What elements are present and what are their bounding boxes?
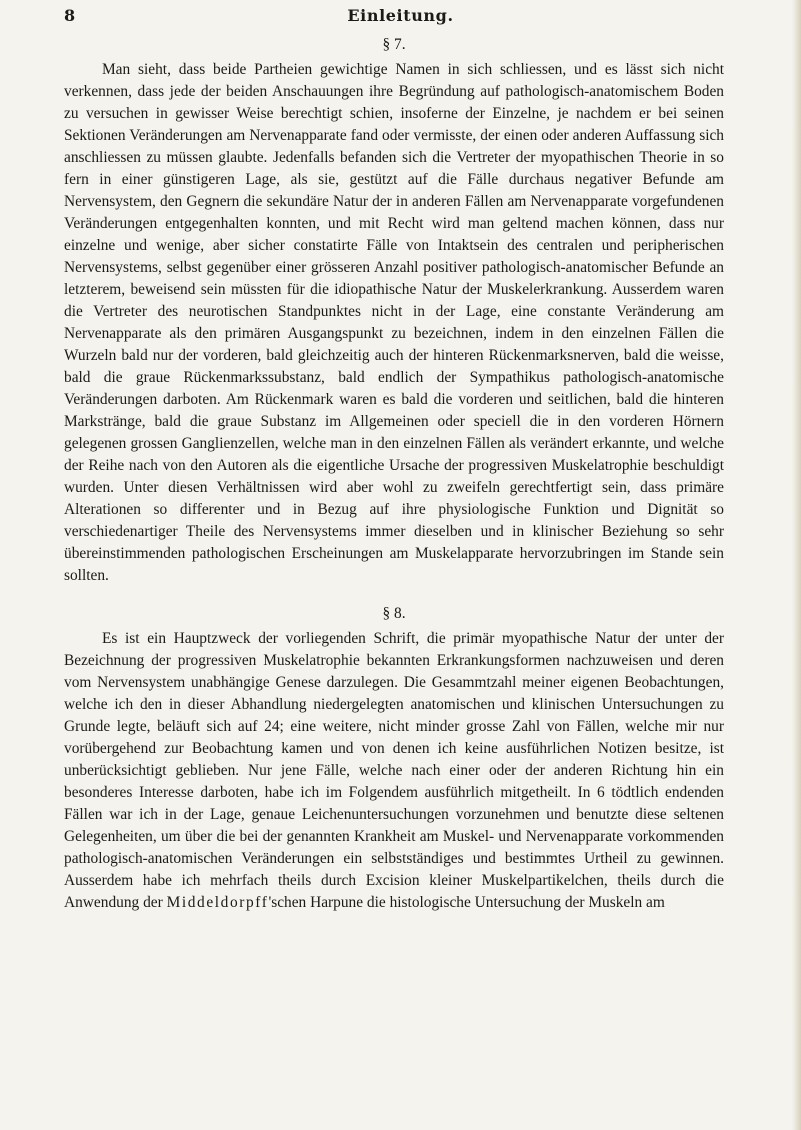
spaced-author-name: Middeldorpff (166, 894, 269, 911)
running-title: Einleitung. (347, 6, 454, 25)
page-edge-shadow (792, 0, 801, 1130)
paragraph-section-7: Man sieht, dass beide Partheien gewichtige Namen in sich schliessen, und es lässt sich nicht verkennen, dass jede der beiden Anschauungen ihre Begründung auf pathologisch-anatomischem Boden zu versuchen in gewisser Weise berechtigt schien, insoferne der Einzelne, je nachdem er bei seinen Sektionen Veränderungen am Nervenapparate fand oder vermisste, der einen oder anderen Auffassung sich anschliessen zu müssen glaubte. Jedenfalls befanden sich die Vertreter der myopathischen Theorie in so fern in einer günstigeren Lage, als sie, gestützt auf die Fälle durchaus negativer Befunde am Nervensystem, den Gegnern die sekundäre Natur der in anderen Fällen am Nervenapparate vorgefundenen Veränderungen entgegenhalten konnten, und mit Recht wird man geltend machen können, dass nur einzelne und wenige, aber sicher constatirte Fälle von Intaktsein des centralen und peripherischen Nervensystems, selbst gegenüber einer grösseren Anzahl positiver pathologisch-anatomischer Befunde an letzterem, beweisend sein müssten für die idiopathische Natur der Muskelerkrankung. Ausserdem waren die Vertreter des neurotischen Standpunktes nicht in der Lage, eine constante Veränderung am Nervenapparate als den primären Ausgangspunkt zu bezeichnen, indem in den einzelnen Fällen die Wurzeln bald nur der vorderen, bald gleichzeitig auch der hinteren Rückenmarksnerven, bald die weisse, bald die graue Rückenmarkssubstanz, bald endlich der Sympathikus pathologisch-anatomische Veränderungen darboten. Am Rückenmark waren es bald die vorderen und seitlichen, bald die hinteren Markstränge, bald die graue Substanz im Allgemeinen oder speciell die in den vorderen Hörnern gelegenen grossen Ganglienzellen, welche man in den einzelnen Fällen als verändert erkannte, und welche der Reihe nach von den Autoren als die eigentliche Ursache der progressiven Muskelatrophie beschuldigt wurden. Unter diesen Verhältnissen wird aber wohl zu zweifeln gerechtfertigt sein, dass primäre Alterationen so differenter und in Bezug auf ihre physiologische Funktion und Dignität so verschiedenartiger Theile des Nervensystems immer dieselben und in klinischer Beziehung so sehr übereinstimmenden pathologischen Erscheinungen am Muskelapparate hervorzubringen im Stande sein sollten. (64, 61, 724, 584)
section-heading-7: § 7. (382, 36, 406, 53)
page-number: 8 (64, 6, 76, 25)
page-header (64, 4, 737, 28)
paragraph-section-8 (64, 628, 724, 914)
paragraph-section-8-text: Es ist ein Hauptzweck der vorliegenden Schrift, die primär myopathische Natur der unter der Bezeichnung der progressiven Muskelatrophie bekannten Erkrankungsformen nachzuweisen und deren vom Nervensystem unabhängige Genese darzulegen. Die Gesammtzahl meiner eigenen Beobachtungen, welche ich den in dieser Abhandlung niedergelegten anatomischen und klinischen Untersuchungen zu Grunde legte, beläuft sich auf 24; eine weitere, nicht minder grosse Zahl von Fällen, welche mir nur vorübergehend zur Beobachtung kamen und von denen ich keine ausführlichen Notizen besitze, ist unberücksichtigt geblieben. Nur jene Fälle, welche nach einer oder der anderen Richtung hin ein besonderes Interesse darboten, habe ich im Folgendem ausführlich mitgetheilt. In 6 tödtlich endenden Fällen war ich in der Lage, genaue Leichenuntersuchungen vorzunehmen und benutzte diese seltenen Gelegenheiten, um über die bei der genannten Krankheit am Muskel- und Nervenapparate vorkommenden pathologisch-anatomischen Veränderungen ein selbstständiges und bestimmtes Urtheil zu gewinnen. Ausserdem habe ich mehrfach theils durch Excision kleiner Muskelpartikelchen, theils durch die Anwendung der (64, 630, 724, 911)
paragraph-section-8-tail: 'schen Harpune die histologische Untersuchung der Muskeln am (268, 894, 665, 911)
body-text (64, 34, 724, 914)
section-heading-8: § 8. (382, 605, 406, 622)
